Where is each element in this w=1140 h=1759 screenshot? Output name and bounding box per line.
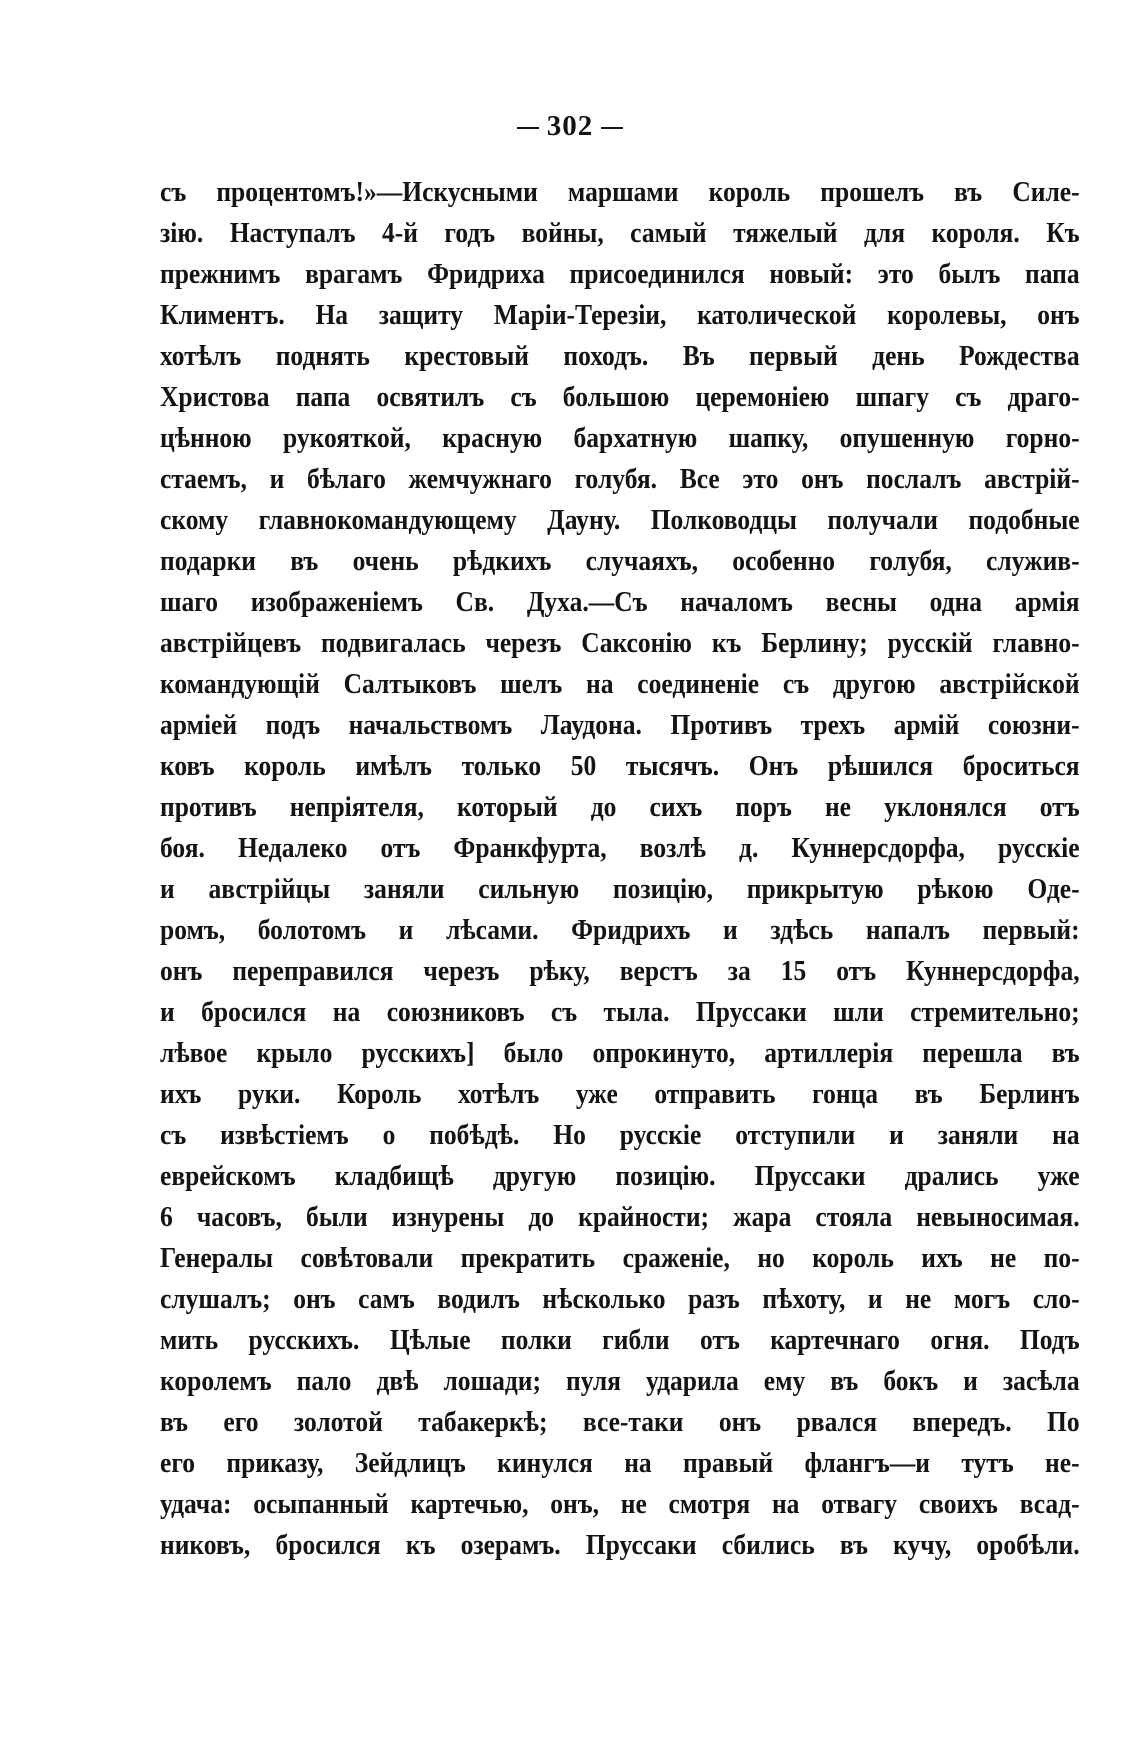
text-line: лѣвое крыло русскихъ] было опрокинуто, артиллерія перешла въ (160, 1037, 1080, 1069)
left-dash (517, 127, 539, 129)
text-line: слушалъ; онъ самъ водилъ нѣсколько разъ пѣхоту, и не могъ сло- (160, 1283, 1080, 1315)
text-line: съ процентомъ!»—Искусными маршами король прошелъ въ Силе- (160, 176, 1080, 208)
text-line: Христова папа освятилъ съ большою церемоніею шпагу съ драго- (160, 381, 1080, 413)
text-line: и австрійцы заняли сильную позицію, прикрытую рѣкою Оде- (160, 873, 1080, 905)
text-line: хотѣлъ поднять крестовый походъ. Въ первый день Рождества (160, 340, 1080, 372)
text-line: зію. Наступалъ 4-й годъ войны, самый тяжелый для короля. Къ (160, 217, 1080, 249)
text-line: никовъ, бросился къ озерамъ. Пруссаки сбились въ кучу, оробѣли. (160, 1529, 1080, 1561)
body-text (160, 172, 1080, 1566)
text-line: ромъ, болотомъ и лѣсами. Фридрихъ и здѣсь напалъ первый: (160, 914, 1080, 946)
text-line: шаго изображеніемъ Св. Духа.—Съ началомъ весны одна армія (160, 586, 1080, 618)
right-dash (601, 127, 623, 129)
text-line: скому главнокомандующему Дауну. Полководцы получали подобные (160, 504, 1080, 536)
text-line: ихъ руки. Король хотѣлъ уже отправить гонца въ Берлинъ (160, 1078, 1080, 1110)
page-number: 302 (546, 110, 594, 142)
text-line: королемъ пало двѣ лошади; пуля ударила ему въ бокъ и засѣла (160, 1365, 1080, 1397)
text-line: командующій Салтыковъ шелъ на соединеніе съ другою австрійской (160, 668, 1080, 700)
text-line: и бросился на союзниковъ съ тыла. Пруссаки шли стремительно; (160, 996, 1080, 1028)
page-number-header (0, 110, 1140, 143)
text-line: арміей подъ начальствомъ Лаудона. Противъ трехъ армій союзни- (160, 709, 1080, 741)
text-line: цѣнною рукояткой, красную бархатную шапку, опушенную горно- (160, 422, 1080, 454)
text-line: противъ непріятеля, который до сихъ поръ не уклонялся отъ (160, 791, 1080, 823)
text-line: удача: осыпанный картечью, онъ, не смотря на отвагу своихъ всад- (160, 1488, 1080, 1520)
text-line: Климентъ. На защиту Маріи-Терезіи, католической королевы, онъ (160, 299, 1080, 331)
text-line: стаемъ, и бѣлаго жемчужнаго голубя. Все это онъ послалъ австрій- (160, 463, 1080, 495)
text-line: его приказу, Зейдлицъ кинулся на правый флангъ—и тутъ не- (160, 1447, 1080, 1479)
text-line: боя. Недалеко отъ Франкфурта, возлѣ д. Куннерсдорфа, русскіе (160, 832, 1080, 864)
text-line: подарки въ очень рѣдкихъ случаяхъ, особенно голубя, служив- (160, 545, 1080, 577)
text-line: 6 часовъ, были изнурены до крайности; жара стояла невыносимая. (160, 1201, 1080, 1233)
text-line: мить русскихъ. Цѣлые полки гибли отъ картечнаго огня. Подъ (160, 1324, 1080, 1356)
text-line: австрійцевъ подвигалась черезъ Саксонію къ Берлину; русскій главно- (160, 627, 1080, 659)
text-line: онъ переправился черезъ рѣку, верстъ за 15 отъ Куннерсдорфа, (160, 955, 1080, 987)
text-line: въ его золотой табакеркѣ; все-таки онъ рвался впередъ. По (160, 1406, 1080, 1438)
text-line: Генералы совѣтовали прекратить сраженіе, но король ихъ не по- (160, 1242, 1080, 1274)
text-line: еврейскомъ кладбищѣ другую позицію. Пруссаки дрались уже (160, 1160, 1080, 1192)
text-line: прежнимъ врагамъ Фридриха присоединился новый: это былъ папа (160, 258, 1080, 290)
text-line: ковъ король имѣлъ только 50 тысячъ. Онъ рѣшился броситься (160, 750, 1080, 782)
text-line: съ извѣстіемъ о побѣдѣ. Но русскіе отступили и заняли на (160, 1119, 1080, 1151)
